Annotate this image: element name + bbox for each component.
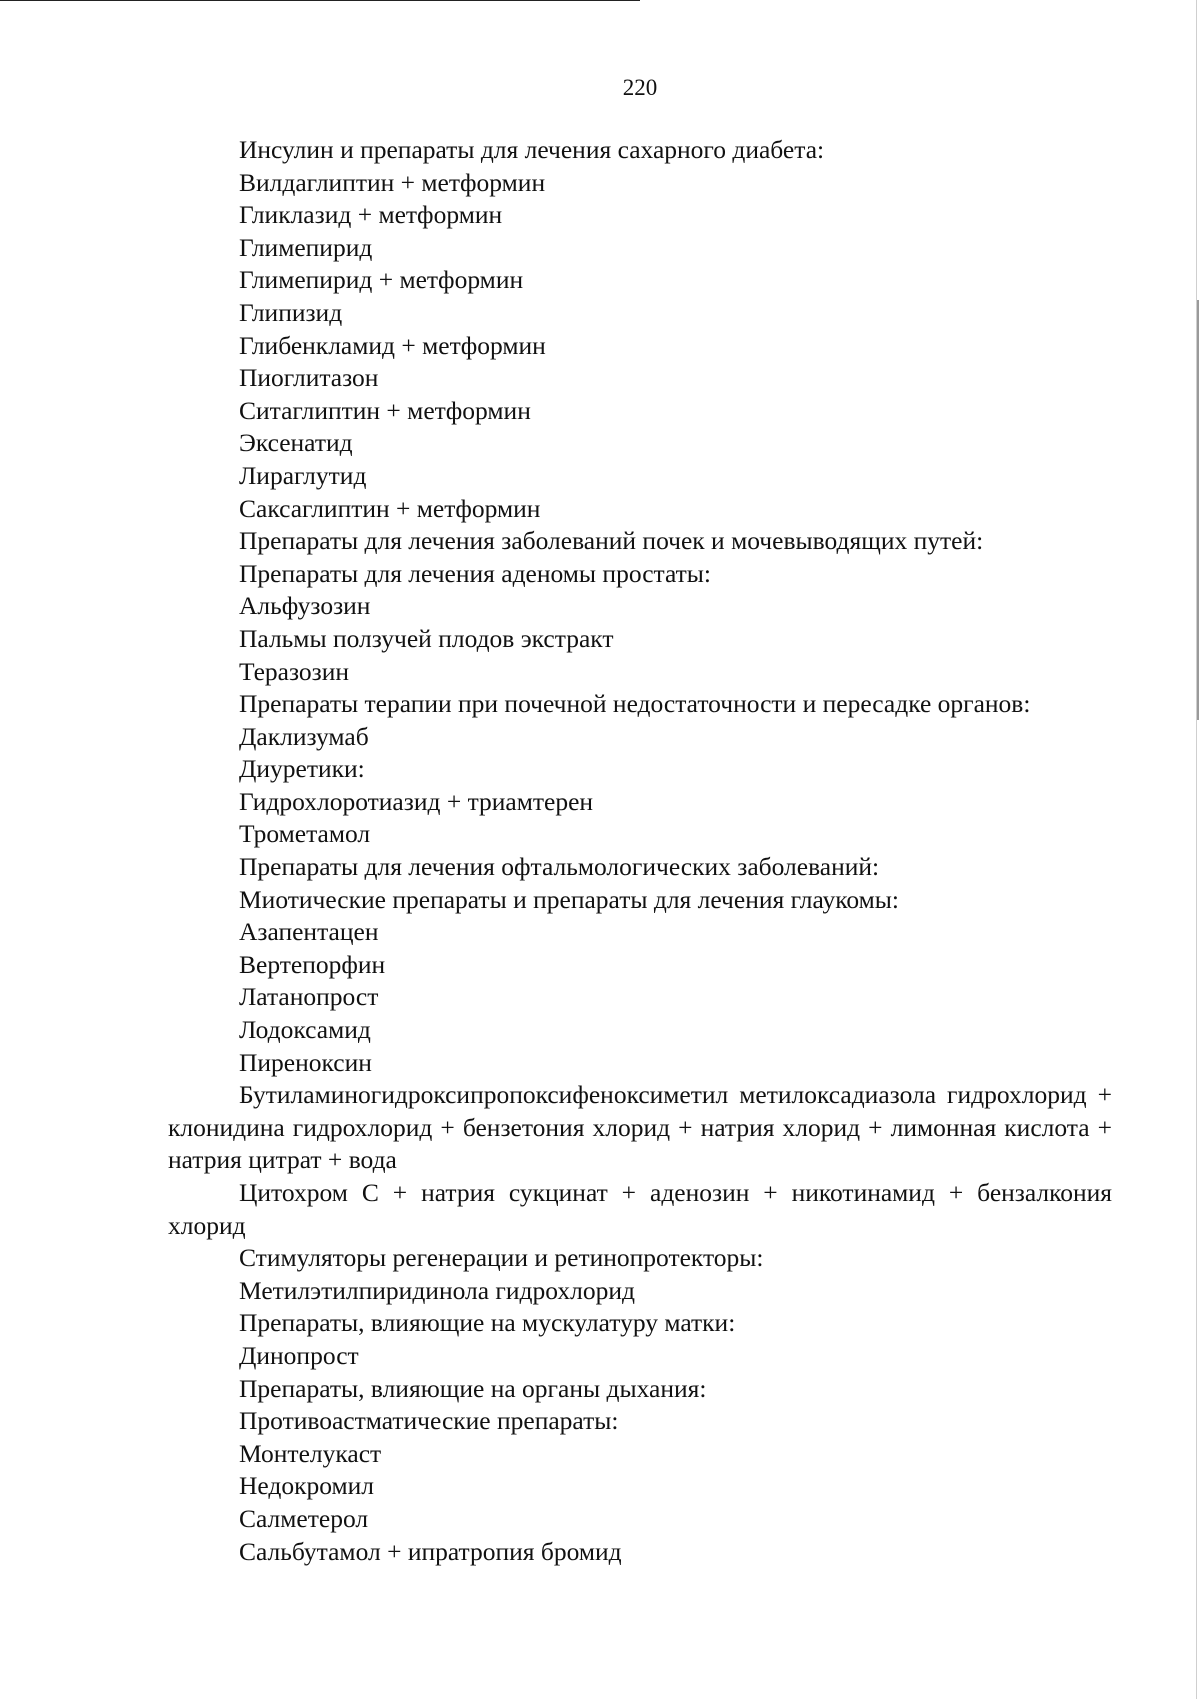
document-line: Саксаглиптин + метформин: [239, 493, 541, 523]
document-line: Пиреноксин: [239, 1047, 372, 1077]
document-line: Глипизид: [239, 297, 343, 327]
document-line: Миотические препараты и препараты для лечения глаукомы:: [239, 884, 899, 914]
document-line: Недокромил: [239, 1471, 375, 1501]
scan-right-edge: [1196, 0, 1197, 1699]
document-line: Препараты для лечения заболеваний почек и мочевыводящих путей:: [239, 526, 984, 556]
document-line: Метилэтилпиридинола гидрохлорид: [239, 1275, 635, 1305]
document-line: Препараты терапии при почечной недостаточности и пересадке органов:: [239, 689, 1031, 719]
scan-right-shadow: [1197, 300, 1199, 720]
document-line: Даклизумаб: [239, 721, 369, 751]
combination-drug-paragraph: Бутиламиногидроксипропоксифеноксиметил метилоксадиазола гидрохлорид + клонидина гидрохлорид + бензетония хлорид + натрия хлорид + лимонная кислота + натрия цитрат + вода: [168, 1080, 1112, 1175]
cytochrome-paragraph: Цитохром С + натрия сукцинат + аденозин + никотинамид + бензалкония хлорид: [168, 1178, 1112, 1240]
document-line: Вилдаглиптин + метформин: [239, 167, 546, 197]
document-line: Глибенкламид + метформин: [239, 330, 546, 360]
document-line: Глимепирид: [239, 232, 373, 262]
drug-list-upper: [168, 134, 1112, 1079]
document-line: Гликлазид + метформин: [239, 200, 503, 230]
document-line: Теразозин: [239, 656, 350, 686]
document-line: Салметерол: [239, 1503, 369, 1533]
document-line: Вертепорфин: [239, 949, 386, 979]
document-line: Пальмы ползучей плодов экстракт: [239, 623, 614, 653]
document-line: Препараты для лечения офтальмологических заболеваний:: [239, 852, 880, 882]
document-line: Динопрост: [239, 1340, 359, 1370]
document-line: Диуретики:: [239, 754, 365, 784]
document-line: Гидрохлоротиазид + триамтерен: [239, 786, 594, 816]
drug-list-lower: [168, 1242, 1112, 1568]
document-line: Лодоксамид: [239, 1015, 371, 1045]
document-line: Препараты для лечения аденомы простаты:: [239, 558, 711, 588]
document-line: Глимепирид + метформин: [239, 265, 524, 295]
document-line: Монтелукаст: [239, 1438, 382, 1468]
document-line: Лираглутид: [239, 460, 367, 490]
document-line: Ситаглиптин + метформин: [239, 395, 531, 425]
scan-top-edge: [0, 0, 640, 1]
document-line: Азапентацен: [239, 917, 379, 947]
document-line: Эксенатид: [239, 428, 353, 458]
document-line: Альфузозин: [239, 591, 371, 621]
document-line: Сальбутамол + ипратропия бромид: [239, 1536, 622, 1566]
document-line: Противоастматические препараты:: [239, 1406, 619, 1436]
document-body: [168, 134, 1112, 1568]
document-line: Пиоглитазон: [239, 363, 379, 393]
document-line: Стимуляторы регенерации и ретинопротекторы:: [239, 1243, 764, 1273]
document-line: Трометамол: [239, 819, 371, 849]
document-line: Препараты, влияющие на мускулатуру матки:: [239, 1308, 736, 1338]
document-line: Латанопрост: [239, 982, 379, 1012]
page-number: 220: [622, 75, 658, 100]
document-line: Препараты, влияющие на органы дыхания:: [239, 1373, 707, 1403]
document-line: Инсулин и препараты для лечения сахарного диабета:: [239, 135, 825, 164]
